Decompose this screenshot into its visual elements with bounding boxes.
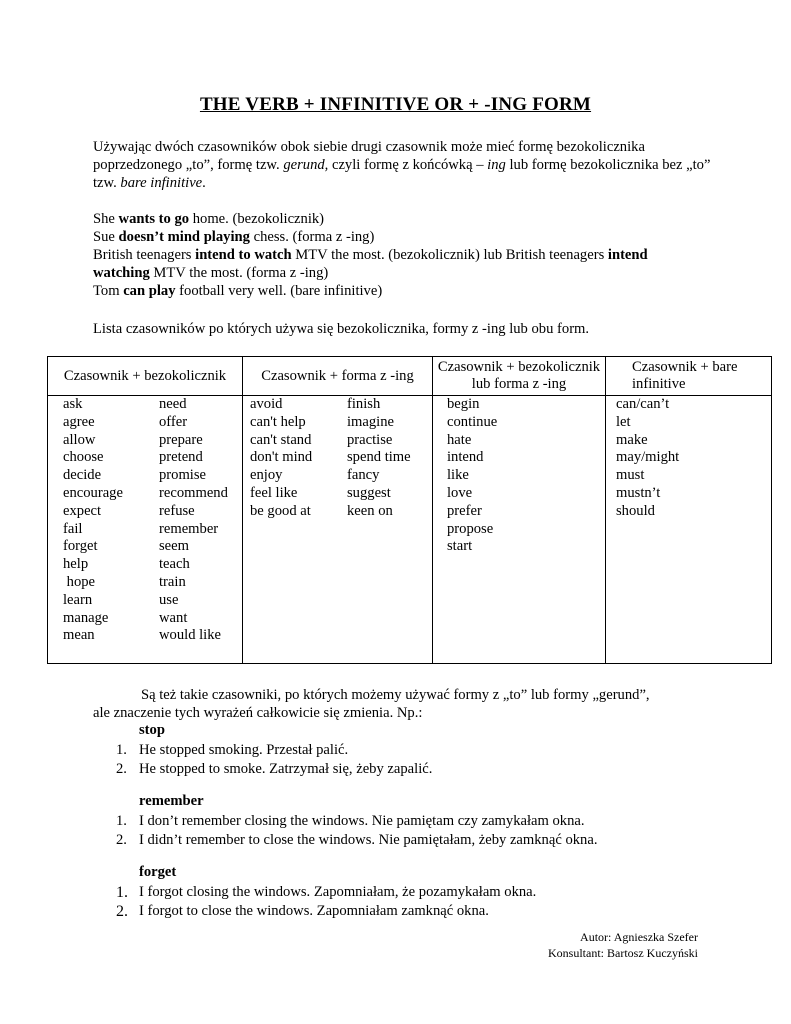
verb-item: intend (447, 449, 484, 466)
verb-item: forget (63, 538, 98, 555)
item-text: I didn’t remember to close the windows. Nie pamiętałam, żeby zamknąć okna. (139, 832, 598, 848)
example-2-bold: doesn’t mind playing (118, 229, 250, 245)
header-bare-line2: infinitive (632, 376, 686, 392)
verb-item: help (63, 556, 89, 573)
item-number: 1. (116, 812, 127, 829)
section-stop-head: stop (139, 722, 165, 738)
verb-item: feel like (250, 484, 298, 501)
verb-item: finish (347, 396, 381, 412)
verb-table (47, 356, 772, 664)
page-title: THE VERB + INFINITIVE OR + -ING FORM (199, 94, 592, 115)
example-1 (93, 210, 703, 228)
item-number: 2. (116, 761, 127, 777)
header-infinitive: Czasownik + bezokolicznik (48, 357, 243, 396)
verb-item: manage (63, 609, 109, 626)
col3-list (447, 396, 497, 556)
verb-item: should (616, 502, 655, 519)
col2-list-b (347, 396, 411, 521)
example-4-a: Tom (93, 283, 124, 299)
verb-item: mean (63, 627, 95, 644)
section-forget-item-1 (116, 883, 536, 903)
note-paragraph (93, 686, 713, 722)
intro-text-4: . (202, 175, 206, 191)
example-3 (93, 246, 703, 282)
header-bare-line1: Czasownik + bare (632, 359, 738, 375)
section-forget (116, 863, 536, 922)
verb-item: would like (159, 627, 222, 644)
verb-item: allow (63, 431, 96, 448)
list-intro: Lista czasowników po których używa się bezokolicznika, formy z -ing lub obu form. (93, 321, 590, 337)
cell-infinitive (48, 396, 243, 664)
section-stop (116, 721, 432, 780)
verb-item: encourage (63, 484, 123, 501)
verb-item: fail (63, 520, 83, 537)
item-text: I don’t remember closing the windows. Nie pamiętam czy zamykałam okna. (139, 812, 585, 829)
verb-item: mustn’t (616, 484, 661, 501)
verb-item: avoid (250, 396, 283, 412)
verb-item: keen on (347, 502, 393, 519)
verb-item: may/might (616, 449, 680, 466)
verb-item: love (447, 484, 473, 501)
item-number: 1. (116, 883, 128, 901)
verb-item: fancy (347, 467, 380, 484)
verb-item: can/can’t (616, 396, 670, 412)
verb-item: want (159, 609, 188, 626)
item-number: 2. (116, 903, 128, 920)
example-4-c: football very well. (bare infinitive) (175, 283, 383, 299)
item-text: I forgot to close the windows. Zapomniałam zamknąć okna. (139, 903, 489, 919)
header-both (433, 357, 606, 396)
example-2-c: chess. (forma z -ing) (249, 229, 375, 245)
example-4 (93, 282, 703, 300)
examples-block (93, 210, 703, 300)
verb-item: promise (159, 467, 207, 484)
section-remember-head: remember (139, 793, 204, 809)
verb-item: recommend (159, 484, 228, 501)
verb-item: decide (63, 467, 102, 484)
footer-author: Autor: Agnieszka Szefer (580, 930, 698, 944)
verb-item: refuse (159, 502, 195, 519)
cell-ing (243, 396, 433, 664)
verb-item: learn (63, 591, 93, 608)
verb-item: choose (63, 449, 104, 466)
item-text: I forgot closing the windows. Zapomniałam, że pozamykałam okna. (139, 883, 537, 900)
verb-item: propose (447, 520, 494, 537)
cell-both (433, 396, 606, 664)
example-1-a: She (93, 211, 119, 227)
verb-item: remember (159, 520, 219, 537)
example-3-bold-1: intend to watch (195, 247, 292, 263)
header-ing: Czasownik + forma z -ing (243, 357, 433, 396)
verb-item: hope (63, 573, 96, 590)
verb-item: offer (159, 413, 188, 430)
intro-ing: ing (487, 157, 506, 173)
section-stop-item-2 (116, 760, 432, 780)
section-remember-item-1 (116, 812, 597, 832)
verb-item: spend time (347, 449, 411, 466)
verb-item: prepare (159, 431, 203, 448)
verb-item: expect (63, 502, 102, 519)
verb-item: prefer (447, 502, 482, 519)
header-bare (606, 357, 772, 396)
verb-item: can't help (250, 413, 306, 430)
footer-credits (548, 929, 698, 961)
verb-item: seem (159, 538, 189, 555)
section-remember (116, 792, 597, 851)
verb-item: make (616, 431, 648, 448)
verb-item: let (616, 413, 631, 430)
cell-bare (606, 396, 772, 664)
example-2-a: Sue (93, 229, 119, 245)
verb-item: like (447, 467, 469, 484)
example-1-c: home. (bezokolicznik) (189, 211, 325, 227)
example-3-e: MTV the most. (forma z -ing) (149, 265, 329, 281)
section-forget-item-2 (116, 902, 536, 922)
example-3-c: MTV the most. (bezokolicznik) lub British teenagers (291, 247, 608, 263)
verb-item: be good at (250, 502, 311, 519)
item-number: 2. (116, 832, 127, 848)
item-text: He stopped smoking. Przestał palić. (139, 741, 349, 758)
verb-item: need (159, 396, 187, 412)
note-line-1: Są też takie czasowniki, po których możemy używać formy z „to” lub formy „gerund”, (141, 687, 650, 703)
example-1-bold: wants to go (118, 211, 190, 227)
col1-list-a (63, 396, 123, 645)
verb-item: ask (63, 396, 83, 412)
header-both-line2: lub forma z -ing (471, 376, 567, 392)
verb-item: teach (159, 556, 190, 573)
verb-item: hate (447, 431, 472, 448)
col1-list-b (159, 396, 228, 645)
verb-item: enjoy (250, 467, 283, 484)
verb-item: don't mind (250, 449, 313, 466)
intro-paragraph (93, 138, 713, 192)
verb-item: continue (447, 413, 498, 430)
verb-item: must (616, 467, 645, 484)
example-3-a: British teenagers (93, 247, 196, 263)
verb-item: begin (447, 396, 480, 412)
verb-item: use (159, 591, 179, 608)
header-both-line1: Czasownik + bezokolicznik (437, 359, 601, 375)
intro-text-3: lub formę bezokolicznika bez „to” tzw. (93, 157, 711, 191)
section-forget-head: forget (139, 864, 177, 880)
verb-item: agree (63, 413, 95, 430)
verb-item: pretend (159, 449, 203, 466)
verb-item: practise (347, 431, 393, 448)
verb-item: suggest (347, 484, 391, 501)
verb-item: can't stand (250, 431, 312, 448)
col4-list (616, 396, 679, 521)
example-2 (93, 228, 703, 246)
intro-text-2: czyli formę z końcówką – (328, 157, 488, 173)
item-text: He stopped to smoke. Zatrzymał się, żeby zapalić. (139, 761, 433, 777)
footer-consultant: Konsultant: Bartosz Kuczyński (548, 946, 698, 960)
item-number: 1. (116, 741, 127, 758)
verb-item: train (159, 573, 186, 590)
col2-list-a (250, 396, 312, 521)
section-stop-item-1 (116, 741, 432, 761)
intro-bare-infinitive: bare infinitive (120, 175, 203, 191)
verb-item: start (447, 538, 473, 555)
example-4-bold: can play (123, 283, 176, 299)
intro-gerund: gerund, (283, 157, 329, 173)
note-line-2: ale znaczenie tych wyrażeń całkowicie się zmienia. Np.: (93, 705, 423, 721)
intro-text-1: Używając dwóch czasowników obok siebie drugi czasownik może mieć formę bezokolicznika poprzedzonego „to”, formę tzw. (93, 139, 645, 173)
verb-item: imagine (347, 413, 395, 430)
section-remember-item-2 (116, 831, 597, 851)
example-3-bold-2: intend watching (93, 247, 648, 281)
